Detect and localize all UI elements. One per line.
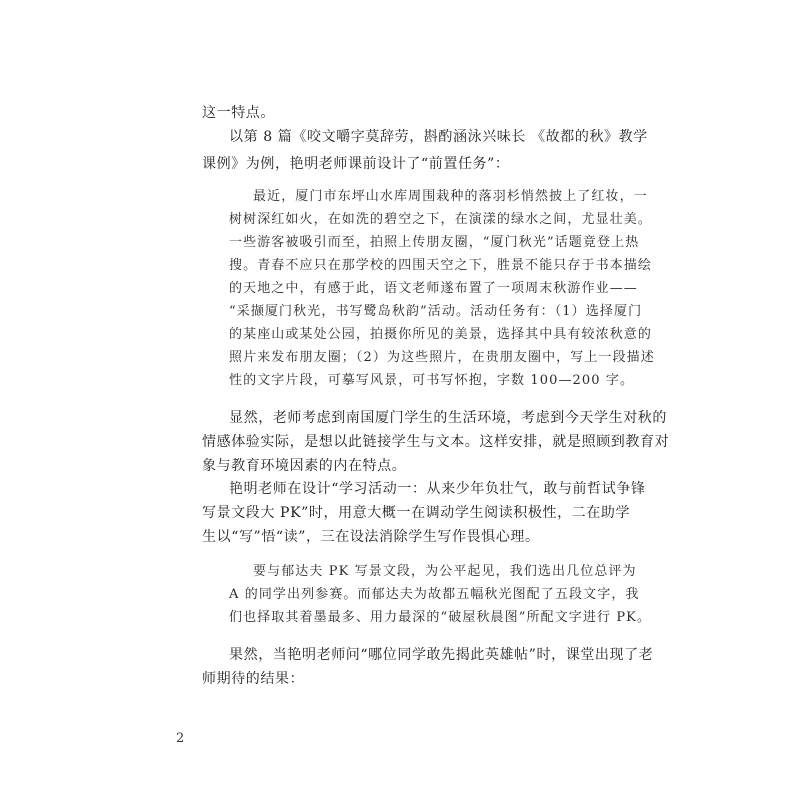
- text-line: 生以“写”悟“读”，三在设法消除学生写作畏惧心理。: [202, 529, 540, 545]
- text-line: 师期待的结果：: [202, 671, 305, 687]
- quote-line: 们也择取其着墨最多、用力最深的“破屋秋晨图”所配文字进行 PK。: [229, 610, 652, 625]
- quote-line: 性的文字片段，可摹写风景，可书写怀抱，字数 100—200 字。: [229, 373, 635, 388]
- quote-line: A 的同学出列参赛。而郁达夫为故都五幅秋光图配了五段文字，我: [229, 587, 640, 602]
- text-line: 象与教育环境因素的内在特点。: [202, 458, 407, 474]
- quote-line: 的天地之中，有感于此，语文老师遂布置了一项周末秋游作业——: [229, 281, 638, 296]
- quote-line: 树树深红如火，在如洗的碧空之下，在演漾的绿水之间，尤显壮美。: [229, 212, 653, 227]
- text-line: 艳明老师在设计“学习活动一：从来少年负壮气，敢与前哲试争锋: [229, 481, 646, 497]
- text-line: 情感体验实际，是想以此链接学生与文本。这样安排，就是照顾到教育对: [202, 434, 670, 450]
- text-line: 显然，老师考虑到南国厦门学生的生活环境，考虑到今天学生对秋的: [229, 410, 667, 426]
- page-number: 2: [176, 731, 185, 746]
- text-line: 果然，当艳明老师问“哪位同学敢先揭此英雄帖”时，课堂出现了老: [229, 647, 654, 663]
- quote-line: “采撷厦门秋光，书写鹭岛秋韵”活动。活动任务有：（1）选择厦门: [229, 304, 643, 319]
- quote-line: 的某座山或某处公园，拍摄你所见的美景，选择其中具有较浓秋意的: [229, 327, 653, 342]
- text-line: 以第 8 篇《咬文嚼字莫辞劳，斟酌涵泳兴味长 《故都的秋》教学: [229, 129, 648, 145]
- quote-line: 一些游客被吸引而至，拍照上传朋友圈，“厦门秋光”话题竟登上热: [229, 235, 640, 250]
- text-line: 写景文段大 PK”时，用意大概一在调动学生阅读积极性，二在助学: [202, 505, 631, 521]
- quote-line: 搜。青春不应只在那学校的四围天空之下，胜景不能只存于书本描绘: [229, 258, 653, 273]
- text-line: 课例》为例，艳明老师课前设计了“前置任务”：: [202, 156, 510, 172]
- quote-line: 最近，厦门市东坪山水库周围栽种的落羽杉悄然披上了红妆，一: [253, 189, 648, 204]
- quote-line: 要与郁达夫 PK 写景文段，为公平起见，我们选出几位总评为: [253, 564, 637, 579]
- text-line: 这一特点。: [202, 105, 275, 121]
- quote-line: 照片来发布朋友圈；（2）为这些照片，在贵朋友圈中，写上一段描述: [229, 350, 655, 365]
